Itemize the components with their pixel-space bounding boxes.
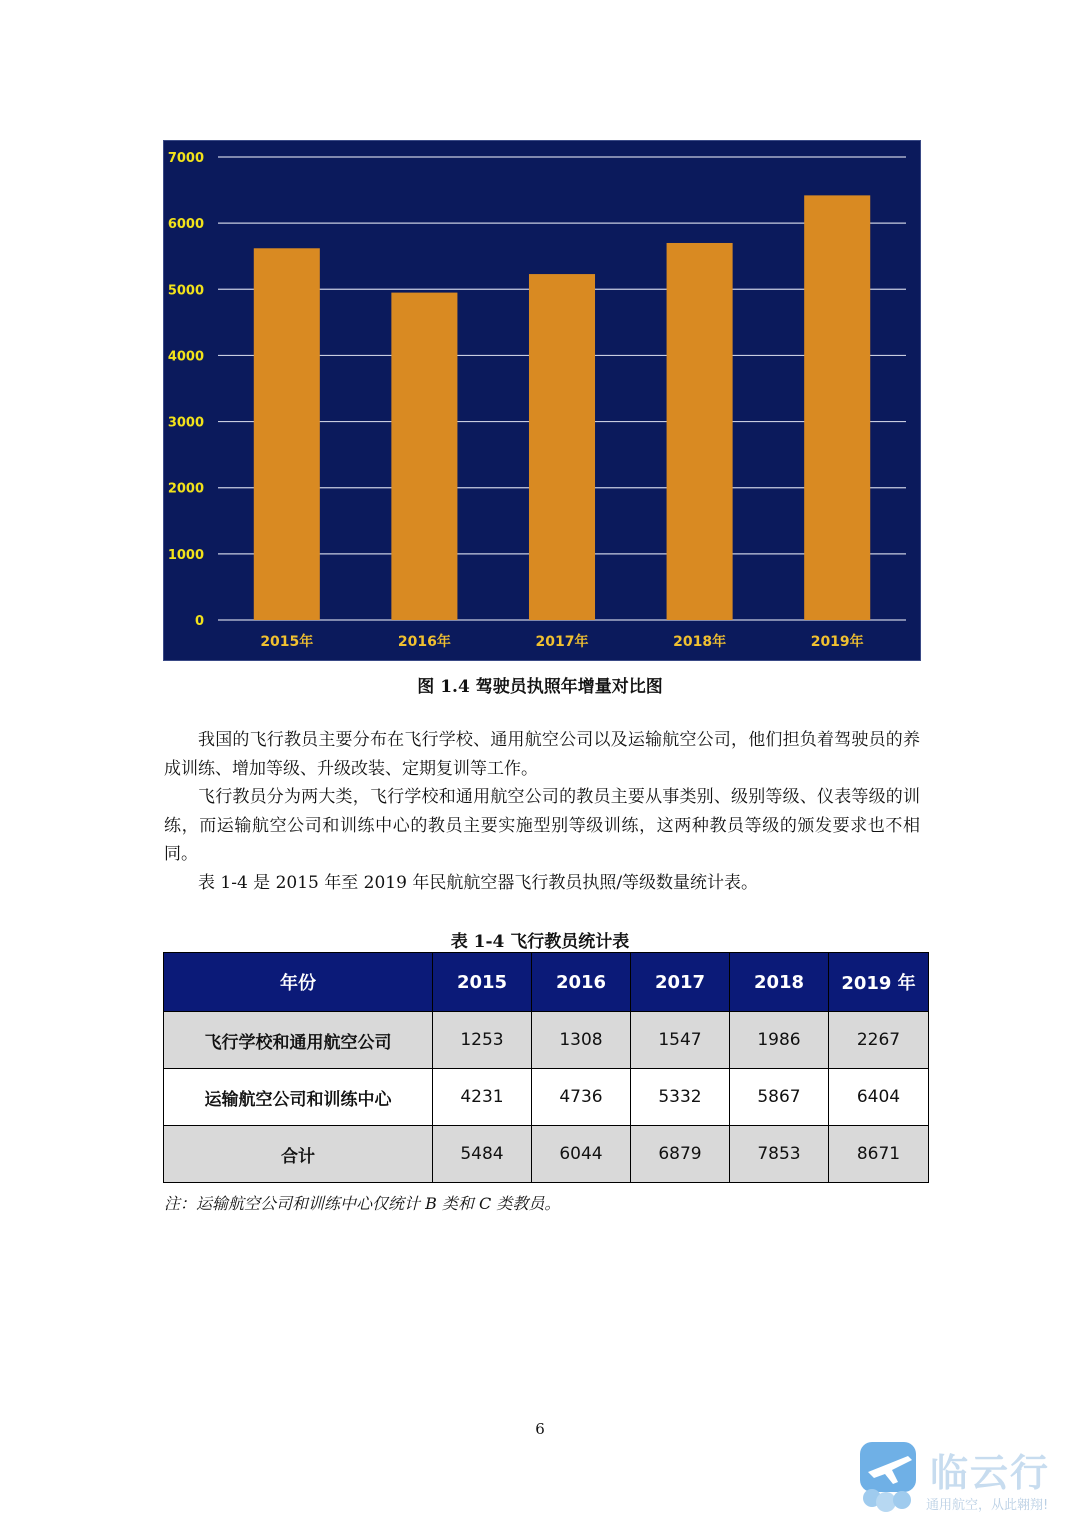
- x-tick-label: 2015年: [260, 634, 314, 650]
- page-number: 6: [535, 1420, 545, 1438]
- chart-canvas: [164, 141, 922, 662]
- header-cell-2015: 2015: [433, 953, 532, 1012]
- header-cell-year: 年份: [164, 953, 433, 1012]
- brand-watermark: [858, 1438, 1073, 1518]
- y-tick-label: 6000: [167, 217, 204, 233]
- bar-2019年: [804, 195, 870, 620]
- airplane-cloud-icon: [858, 1438, 920, 1516]
- table-cell: 1547: [631, 1012, 730, 1069]
- row-label: 飞行学校和通用航空公司: [164, 1012, 433, 1069]
- table-row: [164, 1012, 929, 1069]
- row-label: 运输航空公司和训练中心: [164, 1069, 433, 1126]
- x-tick-label: 2016年: [397, 634, 451, 650]
- x-tick-label: 2019年: [810, 634, 864, 650]
- table-cell: 1308: [532, 1012, 631, 1069]
- bar-2018年: [667, 243, 733, 620]
- table-cell: 8671: [829, 1126, 929, 1183]
- table-caption: 表 1-4 飞行教员统计表: [450, 932, 630, 952]
- y-tick-label: 5000: [167, 283, 204, 299]
- table-cell: 5484: [433, 1126, 532, 1183]
- watermark-brand: 临云行: [930, 1451, 1051, 1495]
- y-tick-label: 0: [194, 614, 204, 629]
- table-row: [164, 1126, 929, 1183]
- bar-chart: [163, 140, 921, 661]
- table-header-row: [164, 953, 929, 1012]
- table-cell: 5332: [631, 1069, 730, 1126]
- instructor-stats-table: [163, 952, 929, 1183]
- x-tick-label: 2018年: [673, 634, 727, 650]
- table-cell: 6879: [631, 1126, 730, 1183]
- y-tick-label: 1000: [167, 547, 204, 563]
- bar-2015年: [254, 248, 320, 620]
- header-cell-2018: 2018: [730, 953, 829, 1012]
- table-cell: 6044: [532, 1126, 631, 1183]
- y-tick-label: 7000: [167, 151, 204, 166]
- table-cell: 1986: [730, 1012, 829, 1069]
- table-cell: 4736: [532, 1069, 631, 1126]
- table-cell: 6404: [829, 1069, 929, 1126]
- paragraph-3: 表 1-4 是 2015 年至 2019 年民航航空器飞行教员执照/等级数量统计表。: [198, 873, 759, 893]
- table-cell: 7853: [730, 1126, 829, 1183]
- table-row: [164, 1069, 929, 1126]
- table-cell: 4231: [433, 1069, 532, 1126]
- y-tick-label: 3000: [167, 415, 204, 431]
- table-cell: 1253: [433, 1012, 532, 1069]
- table-cell: 2267: [829, 1012, 929, 1069]
- table-note: 注：运输航空公司和训练中心仅统计 B 类和 C 类教员。: [164, 1194, 561, 1213]
- header-cell-2016: 2016: [532, 953, 631, 1012]
- paragraph-1: 我国的飞行教员主要分布在飞行学校、通用航空公司以及运输航空公司，他们担负着驾驶员的养成训练、增加等级、升级改装、定期复训等工作。: [164, 730, 920, 779]
- paragraph-2: 飞行教员分为两大类，飞行学校和通用航空公司的教员主要从事类别、级别等级、仪表等级的训练，而运输航空公司和训练中心的教员主要实施型别等级训练，这两种教员等级的颁发要求也不相同。: [164, 787, 920, 864]
- bar-2016年: [391, 293, 457, 620]
- header-cell-2019: 2019 年: [829, 953, 929, 1012]
- header-cell-2017: 2017: [631, 953, 730, 1012]
- bar-2017年: [529, 274, 595, 620]
- y-tick-label: 4000: [167, 349, 204, 365]
- row-label: 合计: [164, 1126, 433, 1183]
- y-tick-label: 2000: [167, 481, 204, 497]
- figure-caption: 图 1.4 驾驶员执照年增量对比图: [417, 677, 663, 697]
- watermark-slogan: 通用航空，从此翱翔!: [926, 1498, 1049, 1513]
- table-cell: 5867: [730, 1069, 829, 1126]
- x-tick-label: 2017年: [535, 634, 589, 650]
